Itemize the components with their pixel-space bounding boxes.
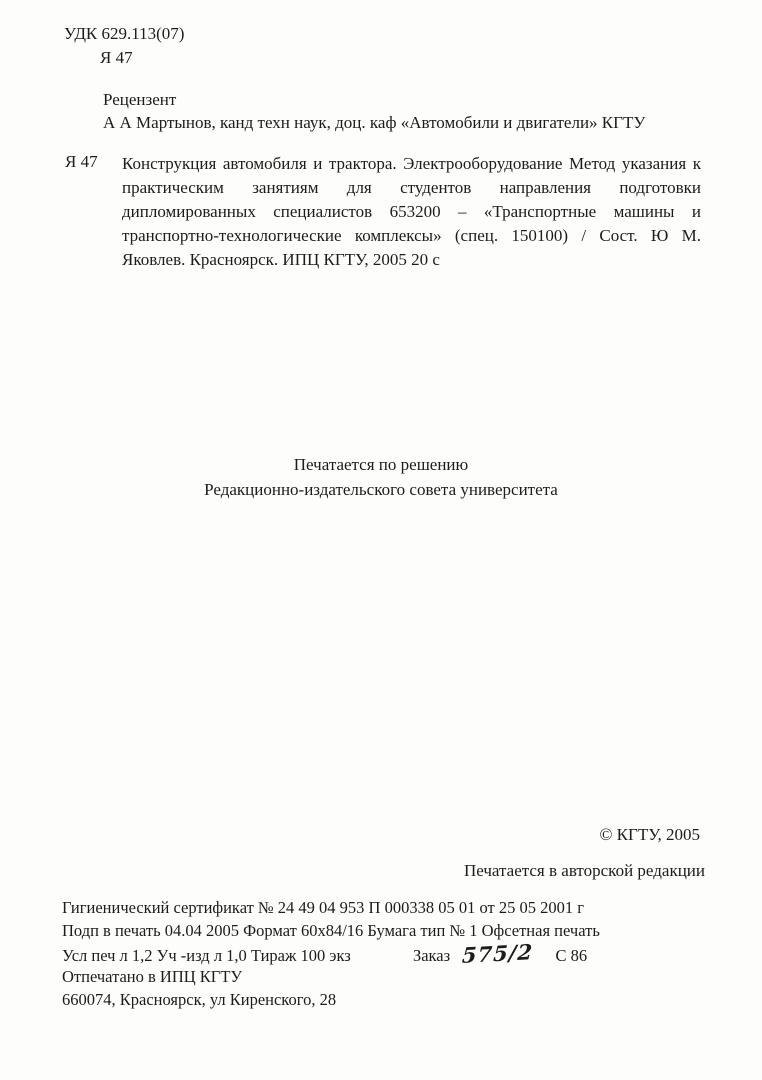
order-suffix: С 86	[555, 946, 588, 965]
udk-number: УДК 629.113(07)	[64, 24, 185, 43]
volume-info: Усл печ л 1,2 Уч -изд л 1,0 Тираж 100 экз	[62, 946, 351, 965]
catalog-entry-code: Я 47	[65, 152, 98, 171]
udk-block	[64, 22, 184, 70]
reviewer-block	[103, 88, 645, 134]
order-number-handwritten: 575/2	[461, 939, 534, 968]
publication-decision-line2: Редакционно-издательского совета университета	[204, 480, 558, 499]
catalog-entry-text: Конструкция автомобиля и трактора. Электрооборудование Метод указания к практическим занятиям для студентов направления подготовки дипломированных специалистов 653200 – «Транспортные машины и транспортно-технологические комплексы» (спец. 150100) / Сост. Ю М. Яковлев. Красноярск. ИПЦ КГТУ, 2005 20 с	[122, 154, 701, 269]
publication-decision-line1: Печатается по решению	[293, 455, 469, 474]
volume-order-line	[62, 939, 600, 968]
printer-address-line: 660074, Красноярск, ул Киренского, 28	[62, 990, 337, 1009]
hygiene-certificate-line: Гигиенический сертификат № 24 49 04 953 П 000338 05 01 от 25 05 2001 г	[62, 898, 584, 917]
printer-line: Отпечатано в ИПЦ КГТУ	[62, 967, 243, 986]
edition-note: Печатается в авторской редакции	[463, 861, 705, 880]
imprint-block	[62, 896, 600, 1011]
reviewer-name: А А Мартынов, канд техн наук, доц. каф «Автомобили и двигатели» КГТУ	[103, 113, 646, 132]
order-label: Заказ	[412, 946, 451, 965]
copyright-notice: © КГТУ, 2005	[599, 825, 700, 844]
reviewer-label: Рецензент	[103, 90, 177, 109]
udk-author-code: Я 47	[100, 48, 133, 67]
print-info-line: Подп в печать 04.04 2005 Формат 60х84/16 Бумага тип № 1 Офсетная печать	[62, 921, 600, 940]
catalog-entry	[65, 152, 701, 272]
publication-decision	[0, 452, 762, 502]
